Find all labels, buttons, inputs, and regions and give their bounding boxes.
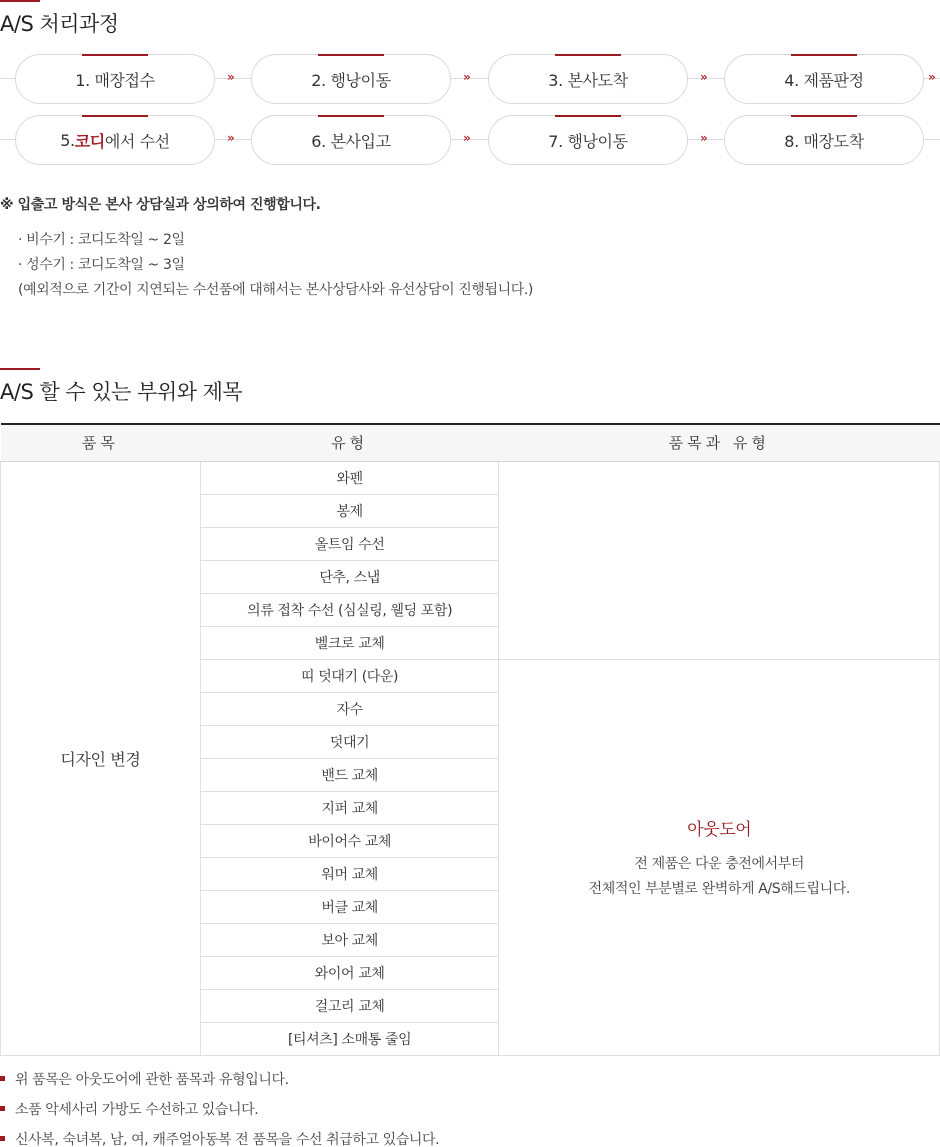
type-cell: 와이어 교체 [200, 956, 499, 989]
process-title: A/S 처리과정 [0, 12, 119, 36]
as-table [0, 423, 940, 1056]
section-accent-bar [0, 0, 40, 2]
type-cell: 와펜 [200, 461, 499, 494]
footnote: 신사복, 숙녀복, 남, 여, 캐주얼아동복 전 품목을 수선 취급하고 있습니다. [0, 1129, 940, 1147]
type-cell: 덧대기 [200, 725, 499, 758]
table-row [1, 461, 940, 494]
table-header-row [1, 424, 940, 461]
chevron-right-icon: » [463, 70, 468, 84]
process-step-1: 1. 매장접수 [15, 54, 215, 104]
chevron-right-icon: » [227, 70, 232, 84]
bullet-square-icon [0, 1076, 5, 1081]
chevron-right-icon: » [463, 131, 468, 145]
header-item-type: 품목과 유형 [499, 424, 940, 461]
type-cell: 띠 덧대기 (다운) [200, 659, 499, 692]
type-cell: 자수 [200, 692, 499, 725]
bullet-square-icon [0, 1136, 5, 1141]
footnote: 소품 악세사리 가방도 수선하고 있습니다. [0, 1099, 940, 1119]
type-cell: 단추, 스냅 [200, 560, 499, 593]
footnote: 위 품목은 아웃도어에 관한 품목과 유형입니다. [0, 1069, 940, 1089]
type-cell: [티셔츠] 소매통 줄임 [200, 1022, 499, 1055]
process-step-4: 4. 제품판정 [724, 54, 924, 104]
type-cell: 걸고리 교체 [200, 989, 499, 1022]
type-cell: 버클 교체 [200, 890, 499, 923]
notice-line: (예외적으로 기간이 지연되는 수선품에 대해서는 본사상담사와 유선상담이 진행됩니다.) [18, 282, 533, 298]
type-cell: 지퍼 교체 [200, 791, 499, 824]
section-accent-bar [0, 368, 40, 370]
chevron-right-icon: » [928, 70, 933, 84]
notice-line: · 성수기 : 코디도착일 ~ 3일 [18, 257, 185, 273]
desc-cell [499, 659, 940, 1055]
bullet-square-icon [0, 1106, 5, 1111]
chevron-right-icon: » [700, 131, 705, 145]
process-step-8: 8. 매장도착 [724, 115, 924, 165]
type-cell: 워머 교체 [200, 857, 499, 890]
header-type: 유형 [200, 424, 499, 461]
desc-line: 전체적인 부분별로 완벽하게 A/S해드립니다. [588, 880, 850, 897]
desc-title: 아웃도어 [687, 819, 752, 840]
chevron-right-icon: » [700, 70, 705, 84]
type-cell: 밴드 교체 [200, 758, 499, 791]
desc-line: 전 제품은 다운 충전에서부터 [634, 855, 805, 872]
type-cell: 올트임 수선 [200, 527, 499, 560]
process-step-5: 5. 코디 에서 수선 [15, 115, 215, 165]
type-cell: 바이어수 교체 [200, 824, 499, 857]
process-step-7: 7. 행낭이동 [488, 115, 688, 165]
item-cell: 디자인 변경 [1, 461, 201, 1055]
highlight-text: 코디 [74, 131, 105, 151]
table-title: A/S 할 수 있는 부위와 제목 [0, 380, 243, 404]
process-step-6: 6. 본사입고 [251, 115, 451, 165]
process-step-2: 2. 행낭이동 [251, 54, 451, 104]
chevron-right-icon: » [227, 131, 232, 145]
type-cell: 보아 교체 [200, 923, 499, 956]
type-cell: 의류 접착 수선 (심실링, 웰딩 포함) [200, 593, 499, 626]
type-cell: 봉제 [200, 494, 499, 527]
empty-desc-cell [499, 461, 940, 659]
type-cell: 벨크로 교체 [200, 626, 499, 659]
notice-line: · 비수기 : 코디도착일 ~ 2일 [18, 232, 185, 248]
notice-main: ※ 입출고 방식은 본사 상담실과 상의하여 진행합니다. [0, 197, 321, 213]
header-item: 품목 [1, 424, 201, 461]
process-step-3: 3. 본사도착 [488, 54, 688, 104]
